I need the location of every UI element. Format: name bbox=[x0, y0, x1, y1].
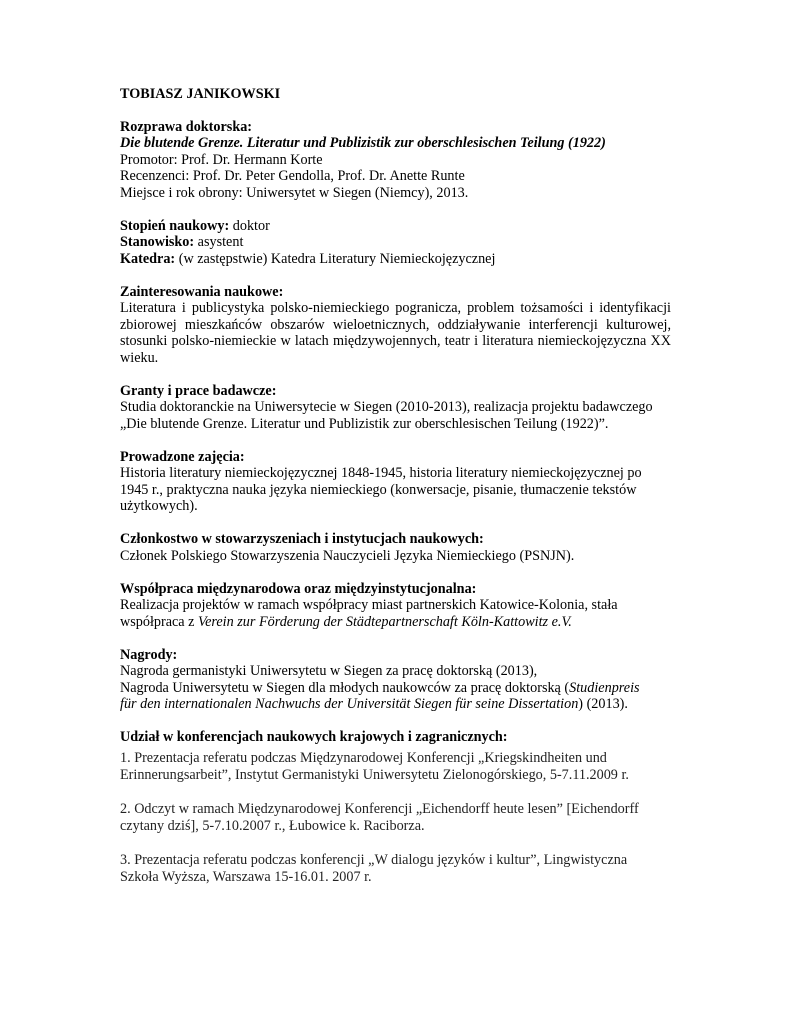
membership-heading: Członkostwo w stowarzyszeniach i instytucjach naukowych: bbox=[120, 531, 484, 547]
doctorate-title: Die blutende Grenze. Literatur und Publizistik zur oberschlesischen Teilung (1922) bbox=[120, 135, 606, 151]
cooperation-line-2 bbox=[120, 614, 671, 631]
membership-section bbox=[120, 531, 671, 564]
dept-value: (w zastępstwie) Katedra Literatury Niemieckojęzycznej bbox=[175, 250, 496, 267]
grants-heading: Granty i prace badawcze: bbox=[120, 382, 277, 399]
teaching-line-1: Historia literatury niemieckojęzycznej 1848-1945, historia literatury niemieckojęzycznej po bbox=[120, 465, 642, 481]
conferences-heading: Udział w konferencjach naukowych krajowych i zagranicznych: bbox=[120, 729, 508, 745]
cooperation-heading: Współpraca międzynarodowa oraz międzyinstytucjonalna: bbox=[120, 580, 477, 597]
doctorate-reviewers: Recenzenci: Prof. Dr. Peter Gendolla, Prof. Dr. Anette Runte bbox=[120, 168, 465, 184]
cooperation-partner: Verein zur Förderung der Städtepartnerschaft Köln-Kattowitz e.V. bbox=[198, 613, 572, 630]
dept-line bbox=[120, 251, 671, 268]
dept-label: Katedra: bbox=[120, 250, 176, 267]
award-line-2 bbox=[120, 680, 671, 697]
grants-line-1: Studia doktoranckie na Uniwersytecie w Siegen (2010-2013), realizacja projektu badawczego bbox=[120, 399, 653, 415]
conference-3-line-1: 3. Prezentacja referatu podczas konferencji „W dialogu języków i kultur”, Lingwistyczna bbox=[120, 851, 628, 868]
author-name: TOBIASZ JANIKOWSKI bbox=[120, 86, 281, 102]
position-section bbox=[120, 218, 671, 268]
conference-3-line-2: Szkoła Wyższa, Warszawa 15-16.01. 2007 r. bbox=[120, 868, 372, 885]
teaching-heading: Prowadzone zajęcia: bbox=[120, 448, 245, 465]
interests-heading: Zainteresowania naukowe: bbox=[120, 283, 284, 300]
conference-item bbox=[120, 750, 671, 784]
degree-line bbox=[120, 218, 671, 235]
degree-label: Stopień naukowy: bbox=[120, 217, 230, 234]
doctorate-heading: Rozprawa doktorska: bbox=[120, 118, 253, 135]
conference-2-line-2: czytany dziś], 5-7.10.2007 r., Łubowice k. Raciborza. bbox=[120, 817, 425, 834]
degree-value: doktor bbox=[229, 217, 270, 234]
awards-heading: Nagrody: bbox=[120, 646, 178, 663]
interests-text: Literatura i publicystyka polsko-niemieckiego pogranicza, problem tożsamości i identyfikacji zbiorowej mieszkańców obszarów wieloetnicznych, oddziaływanie interferencji kulturowej, stosunki polsko-niemieckie w latach międzywojennych, teatr i literatura niemieckojęzyczna XX wieku. bbox=[120, 300, 671, 366]
grants-line-2: „Die blutende Grenze. Literatur und Publizistik zur oberschlesischen Teilung (1922)”. bbox=[120, 415, 609, 432]
cooperation-line-1: Realizacja projektów w ramach współpracy miast partnerskich Katowice-Kolonia, stała bbox=[120, 597, 618, 613]
award-line-1: Nagroda germanistyki Uniwersytetu w Siegen za pracę doktorską (2013), bbox=[120, 663, 538, 679]
conference-2-line-1: 2. Odczyt w ramach Międzynarodowej Konferencji „Eichendorff heute lesen” [Eichendorff bbox=[120, 800, 639, 817]
award-2-prefix: Nagroda Uniwersytetu w Siegen dla młodych naukowców za pracę doktorską ( bbox=[120, 679, 570, 696]
award-3-suffix: ) (2013). bbox=[578, 696, 628, 712]
teaching-line-2: 1945 r., praktyczna nauka języka niemieckiego (konwersacje, pisanie, tłumaczenie tekstów bbox=[120, 481, 637, 498]
doctorate-section bbox=[120, 119, 671, 202]
award-line-3 bbox=[120, 696, 671, 713]
doctorate-defense: Miejsce i rok obrony: Uniwersytet w Siegen (Niemcy), 2013. bbox=[120, 184, 469, 201]
grants-section bbox=[120, 383, 671, 433]
membership-text: Członek Polskiego Stowarzyszenia Nauczycieli Języka Niemieckiego (PSNJN). bbox=[120, 547, 575, 564]
post-value: asystent bbox=[194, 234, 244, 250]
post-label: Stanowisko: bbox=[120, 234, 195, 250]
teaching-line-3: użytkowych). bbox=[120, 498, 198, 514]
interests-section bbox=[120, 284, 671, 367]
doctorate-promotor: Promotor: Prof. Dr. Hermann Korte bbox=[120, 151, 323, 168]
award-2-italic: Studienpreis bbox=[569, 679, 640, 696]
award-3-italic: für den internationalen Nachwuchs der Universität Siegen für seine Dissertation bbox=[120, 696, 579, 712]
conference-1-line-1: 1. Prezentacja referatu podczas Międzynarodowej Konferencji „Kriegskindheiten und bbox=[120, 749, 607, 766]
cooperation-section bbox=[120, 581, 671, 631]
conference-1-line-2: Erinnerungsarbeit”, Instytut Germanistyki Uniwersytetu Zielonogórskiego, 5-7.11.2009 r. bbox=[120, 766, 629, 783]
conference-item bbox=[120, 801, 671, 835]
conferences-section bbox=[120, 729, 671, 886]
post-line bbox=[120, 234, 671, 251]
awards-section bbox=[120, 647, 671, 713]
cooperation-prefix: współpraca z bbox=[120, 613, 198, 630]
teaching-section bbox=[120, 449, 671, 515]
conference-item bbox=[120, 852, 671, 886]
